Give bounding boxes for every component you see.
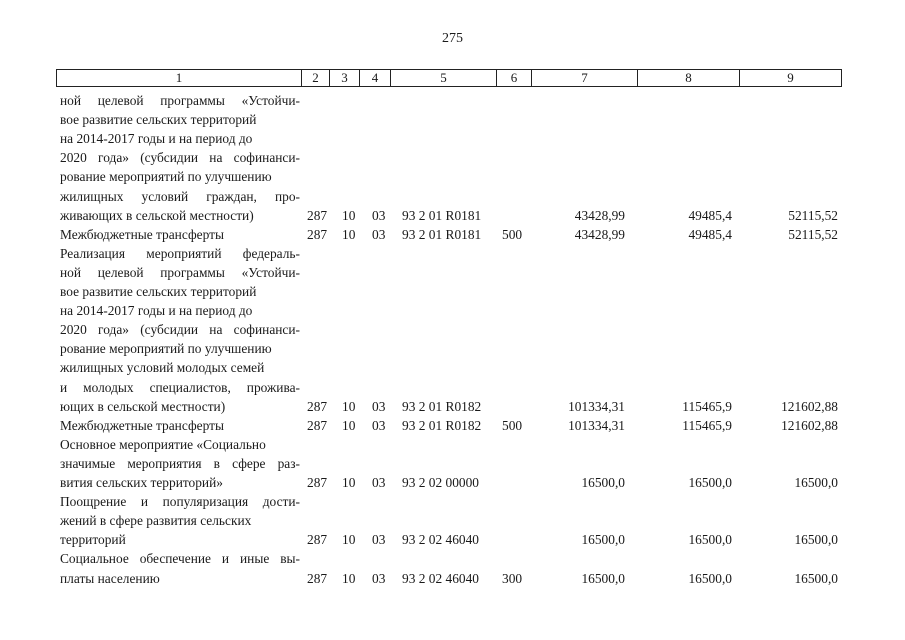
row-expense-type: 300 [502,570,523,586]
row-amount-col-9: 16500,0 [794,475,838,490]
row-description: Поощрение и популяризация дости- [60,494,300,510]
table-row [0,397,905,416]
table-row [0,358,905,377]
row-description: значимые мероприятия в сфере раз- [60,455,300,471]
header-col-7: 7 [581,70,588,85]
table-row [0,129,905,148]
header-col-6: 6 [510,70,518,85]
row-amount-col-8: 49485,4 [688,207,732,223]
row-description: Межбюджетные трансферты [60,226,224,242]
row-description: жилищных условий граждан, про- [60,188,300,204]
row-section-code: 10 [342,417,356,433]
header-col-3: 3 [341,70,348,85]
row-ministry-code: 287 [307,226,328,242]
table-row [0,148,905,167]
row-subsection-code: 03 [372,417,386,433]
row-amount-col-7: 16500,0 [581,570,625,586]
row-amount-col-8: 115465,9 [682,417,732,433]
row-description: рование мероприятий по улучшению [60,169,272,185]
table-row [0,282,905,301]
row-amount-col-9: 16500,0 [794,532,838,548]
row-section-code: 10 [342,226,356,242]
table-row [0,320,905,339]
row-subsection-code: 03 [372,398,386,414]
row-amount-col-7: 16500,0 [581,532,625,548]
row-target-article: 93 2 01 R0182 [402,417,482,433]
row-description: вое развитие сельских территорий [60,112,257,128]
row-description: живающих в сельской местности) [60,207,254,223]
row-target-article: 93 2 02 00000 [402,475,479,490]
row-expense-type: 500 [502,417,523,433]
row-amount-col-9: 52115,52 [788,207,838,223]
row-section-code: 10 [342,570,356,586]
row-description: жений в сфере развития сельских [60,513,252,529]
row-description: 2020 года» (субсидии на софинанси- [60,150,300,166]
row-description: 2020 года» (субсидии на софинанси- [60,322,300,338]
row-expense-type: 500 [502,226,523,242]
table-row [0,263,905,282]
table-row [0,511,905,530]
row-ministry-code: 287 [307,475,328,490]
row-section-code: 10 [342,532,356,548]
row-amount-col-9: 16500,0 [794,570,838,586]
table-row [0,492,905,511]
header-col-8: 8 [685,70,692,85]
row-description: на 2014-2017 годы и на период до [60,303,253,319]
row-description: вития сельских территорий» [60,475,223,490]
row-section-code: 10 [342,207,356,223]
row-target-article: 93 2 02 46040 [402,570,479,586]
table-row [0,167,905,186]
row-target-article: 93 2 01 R0181 [402,207,482,223]
table-row [0,454,905,473]
table-row [0,473,905,492]
row-description: рование мероприятий по улучшению [60,341,272,357]
header-col-1: 1 [175,70,183,85]
table-row [0,435,905,454]
row-subsection-code: 03 [372,226,386,242]
row-subsection-code: 03 [372,207,386,223]
row-description: жилищных условий молодых семей [60,360,265,376]
row-description: ной целевой программы «Устойчи- [60,93,300,108]
row-amount-col-7: 16500,0 [581,475,625,490]
row-target-article: 93 2 02 46040 [402,532,479,548]
column-number-header [56,69,842,87]
row-description: ной целевой программы «Устойчи- [60,264,300,280]
header-col-2: 2 [312,70,319,85]
table-row [0,549,905,568]
row-subsection-code: 03 [372,532,386,548]
row-ministry-code: 287 [307,207,328,223]
table-row [0,569,905,588]
row-amount-col-7: 101334,31 [568,398,625,414]
row-section-code: 10 [342,475,356,490]
row-amount-col-7: 43428,99 [574,226,625,242]
table-row [0,244,905,263]
row-amount-col-8: 16500,0 [688,570,732,586]
row-description: ющих в сельской местности) [60,398,226,414]
row-amount-col-9: 121602,88 [781,417,838,433]
row-ministry-code: 287 [307,532,328,548]
header-col-5: 5 [440,70,447,85]
row-subsection-code: 03 [372,475,386,490]
row-description: Реализация мероприятий федераль- [60,245,300,261]
table-row [0,378,905,397]
row-amount-col-7: 101334,31 [568,417,625,433]
row-section-code: 10 [342,398,356,414]
table-row [0,225,905,244]
row-description: на 2014-2017 годы и на период до [60,131,253,147]
table-row [0,187,905,206]
row-subsection-code: 03 [372,570,386,586]
table-row [0,206,905,225]
table-row [0,91,905,110]
row-description: Основное мероприятие «Социально [60,436,266,452]
row-description: Социальное обеспечение и иные вы- [60,551,300,567]
header-col-9: 9 [787,70,794,85]
row-description: Межбюджетные трансферты [60,417,224,433]
table-row [0,110,905,129]
row-target-article: 93 2 01 R0182 [402,398,482,414]
row-amount-col-9: 52115,52 [788,226,838,242]
row-ministry-code: 287 [307,417,328,433]
table-row [0,339,905,358]
table-row [0,416,905,435]
row-amount-col-9: 121602,88 [781,398,838,414]
header-col-4: 4 [371,70,379,85]
row-description: платы населению [60,570,160,586]
row-ministry-code: 287 [307,398,328,414]
row-description: и молодых специалистов, прожива- [60,379,300,395]
row-amount-col-8: 16500,0 [688,532,732,548]
row-description: территорий [60,532,126,548]
row-ministry-code: 287 [307,570,328,586]
row-amount-col-8: 16500,0 [688,475,732,490]
row-target-article: 93 2 01 R0181 [402,226,482,242]
table-row [0,530,905,549]
row-description: вое развитие сельских территорий [60,284,257,299]
page-number: 275 [442,31,463,46]
table-row [0,301,905,320]
row-amount-col-8: 49485,4 [688,226,732,242]
row-amount-col-7: 43428,99 [574,207,625,223]
row-amount-col-8: 115465,9 [682,398,732,414]
